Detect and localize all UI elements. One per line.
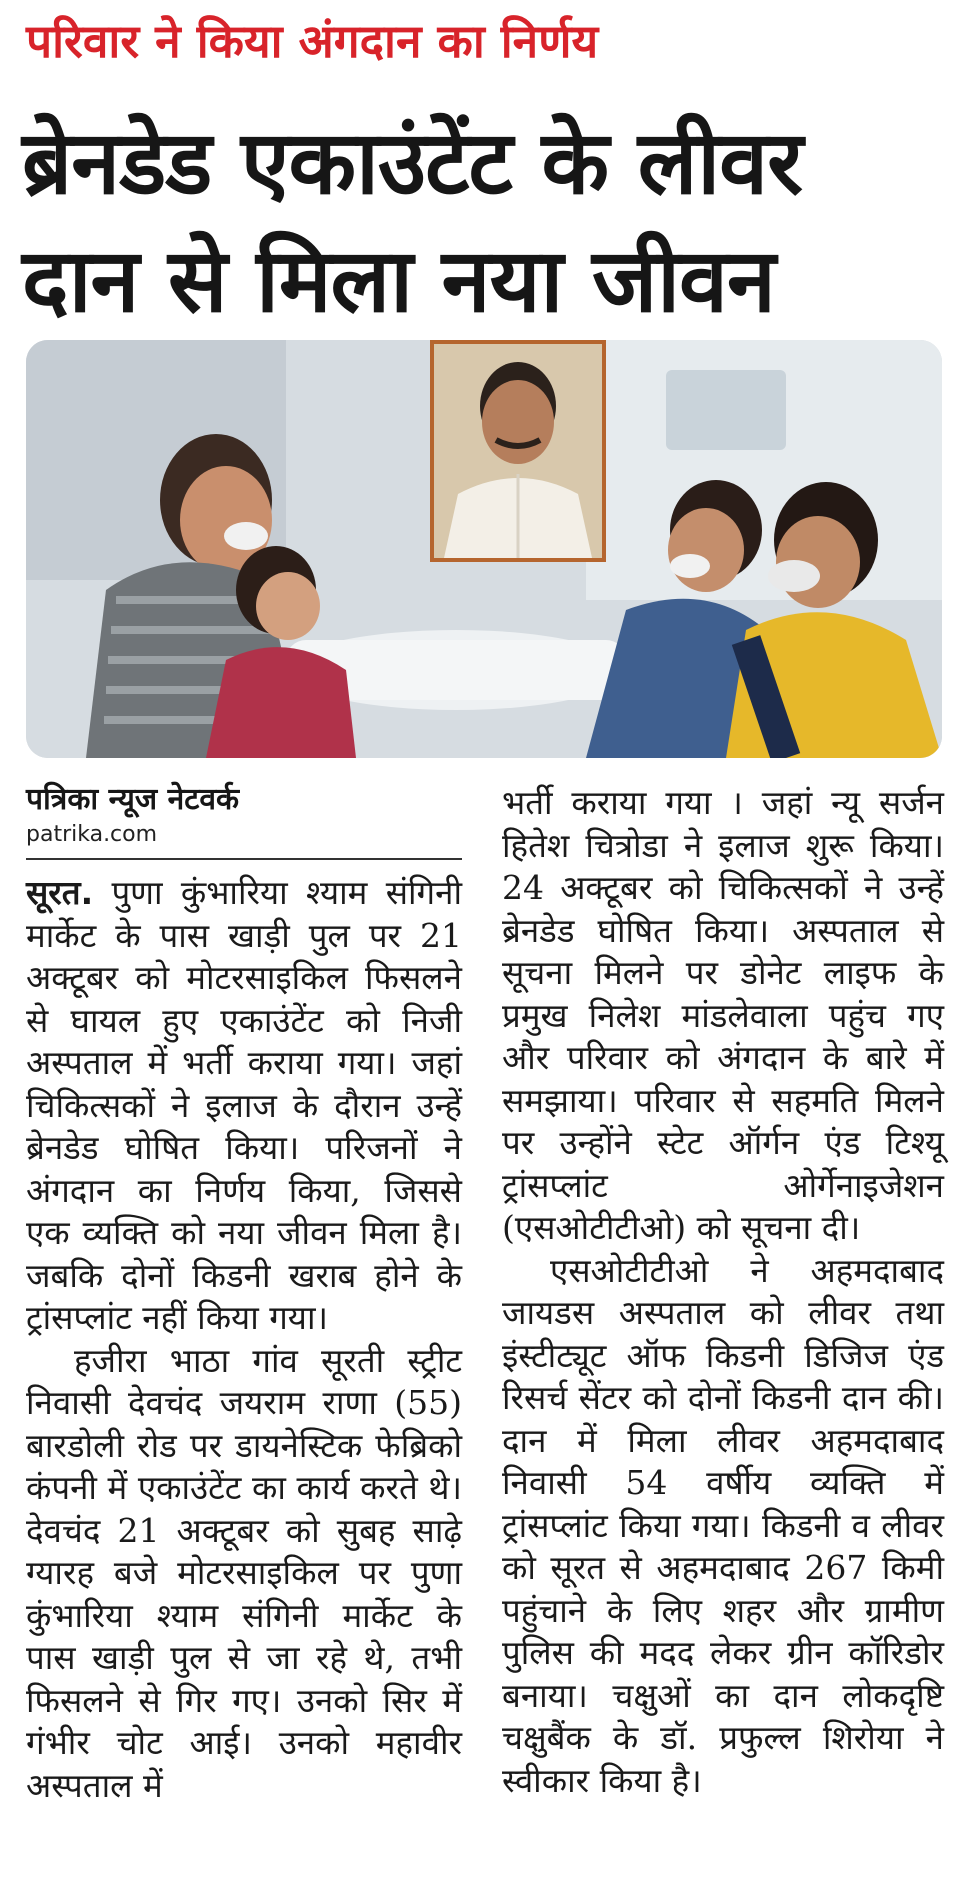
paragraph-1-text: पुणा कुंभारिया श्याम संगिनी मार्केट के पास खाड़ी पुल पर 21 अक्टूबर को मोटरसाइकिल फिसलने से घायल हुए एकाउंटेंट को निजी अस्पताल में भर्ती कराया गया। जहां चिकित्सकों ने इलाज के दौरान उन्हें ब्रेनडेड घोषित किया। परिजनों ने अंगदान का निर्णय किया, जिससे एक व्यक्ति को नया जीवन मिला है। जबकि दोनों किडनी खराब होने के ट्रांसप्लांट नहीं किया गया। [26, 873, 462, 1337]
paragraph-1 [26, 872, 462, 1340]
paragraph-2: हजीरा भाठा गांव सूरती स्ट्रीट निवासी देवचंद जयराम राणा (55) बारडोली रोड पर डायनेस्टिक फेब्रिको कंपनी में एकाउंटेंट का कार्य करते थे। देवचंद 21 अक्टूबर को सुबह साढ़े ग्यारह बजे मोटरसाइकिल पर पुणा कुंभारिया श्याम संगिनी मार्केट के पास खाड़ी पुल से जा रहे थे, तभी फिसलने से गिर गए। उनको सिर में गंभीर चोट आई। उनको महावीर अस्पताल में [26, 1340, 462, 1805]
byline-block [26, 780, 462, 860]
website-link[interactable]: patrika.com [26, 822, 158, 847]
paragraph-4: एसओटीटीओ ने अहमदाबाद जायडस अस्पताल को लीवर तथा इंस्टीट्यूट ऑफ किडनी डिजिज एंड रिसर्च सेंटर को दोनों किडनी दान की। दान में मिला लीवर अहमदाबाद निवासी 54 वर्षीय व्यक्ति में ट्रांसप्लांट किया गया। किडनी व लीवर को सूरत से अहमदाबाद 267 किमी पहुंचाने के लिए शहर और ग्रामीण पुलिस की मदद लेकर ग्रीन कॉरिडोर बनाया। चक्षुओं का दान लोकदृष्टि चक्षुबैंक के डॉ. प्रफुल्ल शिरोया ने स्वीकार किया है। [502, 1250, 944, 1800]
article-photo [26, 340, 942, 758]
dateline: सूरत. [26, 873, 94, 912]
article-column-2 [502, 782, 944, 1802]
portrait-inset [430, 340, 606, 562]
article-headline [22, 104, 952, 340]
portrait-illustration [434, 344, 602, 558]
paragraph-3: भर्ती कराया गया । जहां न्यू सर्जन हितेश चित्रोडा ने इलाज शुरू किया। 24 अक्टूबर को चिकित्सकों ने उन्हें ब्रेनडेड घोषित किया। अस्पताल से सूचना मिलने पर डोनेट लाइफ के प्रमुख निलेश मांडलेवाला पहुंच गए और परिवार को अंगदान के बारे में समझाया। परिवार से सहमति मिलने पर उन्होंने स्टेट ऑर्गन एंड टिश्यू ट्रांसप्लांट ओर्गेनाइजेशन (एसओटीटीओ) को सूचना दी। [502, 783, 944, 1247]
article-kicker: परिवार ने किया अंगदान का निर्णय [26, 14, 599, 68]
byline: पत्रिका न्यूज नेटवर्क [26, 782, 240, 817]
headline-line-1: ब्रेनडेड एकाउंटेंट के लीवर [22, 111, 803, 214]
article-column-1 [26, 872, 462, 1807]
byline-divider [26, 858, 462, 860]
headline-line-2: दान से मिला नया जीवन [22, 229, 775, 332]
